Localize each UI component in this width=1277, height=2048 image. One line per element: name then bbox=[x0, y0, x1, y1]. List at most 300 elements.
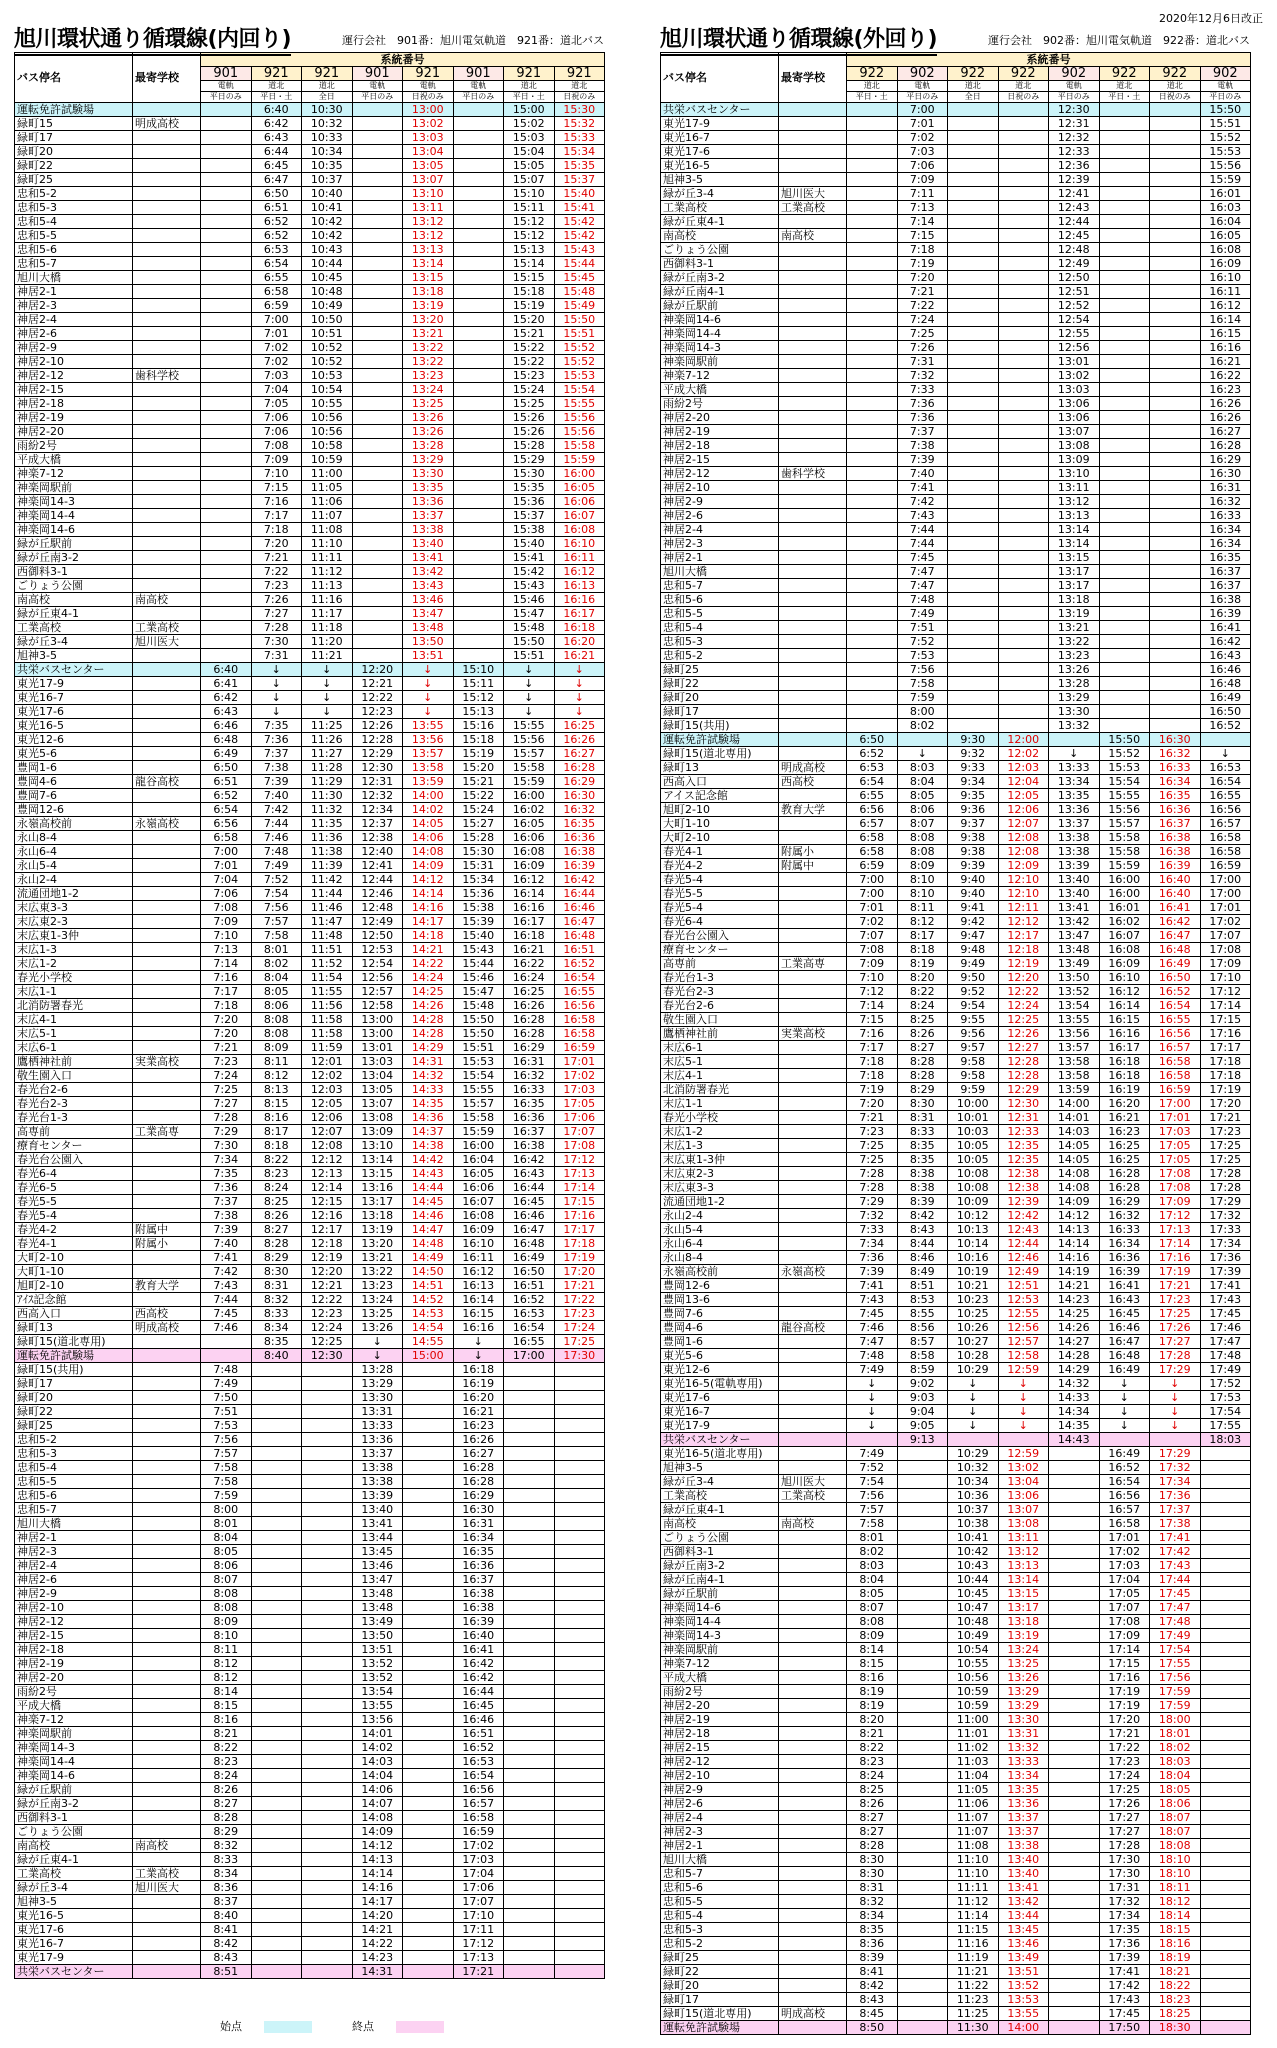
bus-stop-name: 神楽岡駅前 bbox=[15, 481, 133, 495]
departure-time bbox=[1150, 607, 1201, 621]
departure-time bbox=[504, 1839, 555, 1853]
departure-time: 17:01 bbox=[1200, 901, 1251, 915]
departure-time bbox=[1049, 1909, 1100, 1923]
departure-time: 15:22 bbox=[453, 789, 504, 803]
departure-time: 12:10 bbox=[998, 887, 1049, 901]
departure-time: 7:18 bbox=[847, 1055, 898, 1069]
departure-time bbox=[403, 1405, 454, 1419]
departure-time bbox=[1150, 467, 1201, 481]
departure-time: 7:25 bbox=[847, 1139, 898, 1153]
departure-time: 9:55 bbox=[948, 1013, 999, 1027]
timetable-row bbox=[15, 551, 605, 565]
departure-time bbox=[302, 1937, 353, 1951]
timetable-row bbox=[15, 1069, 605, 1083]
operator-label: 道北 bbox=[998, 81, 1049, 92]
departure-time: 10:45 bbox=[302, 271, 353, 285]
bus-stop-name: 南高校 bbox=[15, 1839, 133, 1853]
departure-time bbox=[453, 593, 504, 607]
bus-stop-name: 神居2-18 bbox=[15, 397, 133, 411]
departure-time: 7:01 bbox=[201, 859, 252, 873]
departure-time: 15:48 bbox=[453, 999, 504, 1013]
departure-time: 17:37 bbox=[1150, 1503, 1201, 1517]
departure-time: 13:09 bbox=[1049, 453, 1100, 467]
departure-time: 16:29 bbox=[453, 1489, 504, 1503]
departure-time: 7:42 bbox=[897, 495, 948, 509]
departure-time: 7:49 bbox=[847, 1363, 898, 1377]
departure-time: 16:46 bbox=[453, 1713, 504, 1727]
departure-time: 7:46 bbox=[251, 831, 302, 845]
departure-time: ↓ bbox=[1150, 1391, 1201, 1405]
bus-stop-name: 共栄バスセンター bbox=[15, 1965, 133, 1979]
departure-time: 13:36 bbox=[1049, 803, 1100, 817]
departure-time: 8:04 bbox=[201, 1531, 252, 1545]
departure-time: 16:54 bbox=[453, 1769, 504, 1783]
bus-stop-name: 旭神3-5 bbox=[661, 173, 779, 187]
timetable-row bbox=[661, 425, 1251, 439]
departure-time bbox=[554, 1965, 605, 1979]
departure-time: 12:03 bbox=[998, 761, 1049, 775]
departure-time bbox=[453, 425, 504, 439]
departure-time: 8:34 bbox=[847, 1909, 898, 1923]
departure-time: 12:19 bbox=[998, 957, 1049, 971]
departure-time: 9:05 bbox=[897, 1419, 948, 1433]
departure-time: 7:00 bbox=[847, 887, 898, 901]
nearest-school bbox=[779, 257, 847, 271]
departure-time: 14:49 bbox=[403, 1251, 454, 1265]
timetable-row bbox=[15, 1237, 605, 1251]
departure-time bbox=[998, 201, 1049, 215]
departure-time bbox=[554, 1839, 605, 1853]
departure-time bbox=[352, 439, 403, 453]
departure-time: 7:52 bbox=[897, 635, 948, 649]
timetable-row bbox=[661, 1503, 1251, 1517]
departure-time: ↓ bbox=[403, 677, 454, 691]
timetable-row bbox=[15, 425, 605, 439]
departure-time: ↓ bbox=[1150, 1419, 1201, 1433]
departure-time: 16:09 bbox=[1099, 957, 1150, 971]
departure-time: 13:57 bbox=[403, 747, 454, 761]
departure-time: 17:54 bbox=[1200, 1405, 1251, 1419]
departure-time bbox=[453, 117, 504, 131]
departure-time: 7:00 bbox=[251, 313, 302, 327]
departure-time: 8:23 bbox=[251, 1167, 302, 1181]
departure-time: 8:08 bbox=[201, 1601, 252, 1615]
departure-time bbox=[504, 1755, 555, 1769]
departure-time: 12:46 bbox=[352, 887, 403, 901]
departure-time bbox=[554, 1433, 605, 1447]
departure-time bbox=[251, 1643, 302, 1657]
departure-time bbox=[302, 1587, 353, 1601]
timetable-row bbox=[15, 1363, 605, 1377]
departure-time bbox=[897, 2007, 948, 2021]
departure-time: 8:13 bbox=[251, 1083, 302, 1097]
bus-stop-name: 永山8-4 bbox=[15, 831, 133, 845]
departure-time bbox=[302, 1531, 353, 1545]
departure-time: 17:13 bbox=[1150, 1223, 1201, 1237]
departure-time: 15:10 bbox=[453, 663, 504, 677]
timetable-row bbox=[661, 1699, 1251, 1713]
departure-time: 8:44 bbox=[897, 1237, 948, 1251]
departure-time: 17:43 bbox=[1200, 1293, 1251, 1307]
bus-stop-name: 忠和5-5 bbox=[661, 1895, 779, 1909]
departure-time: 6:54 bbox=[251, 257, 302, 271]
departure-time: 11:10 bbox=[948, 1853, 999, 1867]
departure-time bbox=[453, 453, 504, 467]
departure-time: 17:48 bbox=[1150, 1615, 1201, 1629]
nearest-school bbox=[133, 145, 201, 159]
departure-time bbox=[251, 1405, 302, 1419]
departure-time: 7:39 bbox=[897, 453, 948, 467]
nearest-school bbox=[133, 845, 201, 859]
departure-time bbox=[1099, 201, 1150, 215]
departure-time: 8:00 bbox=[201, 1503, 252, 1517]
departure-time bbox=[554, 1391, 605, 1405]
departure-time bbox=[251, 1531, 302, 1545]
departure-time: 8:32 bbox=[251, 1293, 302, 1307]
bus-stop-name: ごりょう公園 bbox=[15, 579, 133, 593]
departure-time bbox=[847, 341, 898, 355]
bus-stop-name: 東光16-7 bbox=[15, 691, 133, 705]
nearest-school bbox=[133, 1629, 201, 1643]
departure-time bbox=[1049, 1839, 1100, 1853]
departure-time: 17:11 bbox=[453, 1923, 504, 1937]
departure-time: 17:28 bbox=[1099, 1839, 1150, 1853]
departure-time bbox=[1150, 551, 1201, 565]
departure-time: 7:47 bbox=[847, 1335, 898, 1349]
departure-time: 6:45 bbox=[251, 159, 302, 173]
nearest-school bbox=[779, 691, 847, 705]
departure-time: 16:38 bbox=[504, 1139, 555, 1153]
departure-time bbox=[403, 1419, 454, 1433]
departure-time: 16:10 bbox=[554, 537, 605, 551]
departure-time: 7:15 bbox=[847, 1013, 898, 1027]
nearest-school: 歯科学校 bbox=[133, 369, 201, 383]
departure-time: 15:22 bbox=[504, 355, 555, 369]
departure-time: 8:28 bbox=[897, 1069, 948, 1083]
departure-time: 16:00 bbox=[1099, 873, 1150, 887]
departure-time bbox=[1099, 131, 1150, 145]
departure-time: 7:54 bbox=[847, 1475, 898, 1489]
departure-time: 12:21 bbox=[352, 677, 403, 691]
departure-time: 12:31 bbox=[998, 1111, 1049, 1125]
departure-time bbox=[998, 187, 1049, 201]
departure-time bbox=[897, 1545, 948, 1559]
departure-time: 10:59 bbox=[948, 1685, 999, 1699]
departure-time: 8:26 bbox=[847, 1797, 898, 1811]
departure-time: 17:26 bbox=[1099, 1797, 1150, 1811]
timetable-row bbox=[661, 1349, 1251, 1363]
departure-time bbox=[554, 1545, 605, 1559]
departure-time bbox=[554, 1629, 605, 1643]
departure-time: 14:33 bbox=[1049, 1391, 1100, 1405]
departure-time: 14:48 bbox=[403, 1237, 454, 1251]
departure-time: ↓ bbox=[1099, 1419, 1150, 1433]
departure-time bbox=[504, 1601, 555, 1615]
bus-stop-name: 東光5-6 bbox=[661, 1349, 779, 1363]
bus-stop-name: 緑町15(共用) bbox=[661, 719, 779, 733]
bus-stop-name: 東光17-9 bbox=[15, 1951, 133, 1965]
timetable-row bbox=[661, 985, 1251, 999]
departure-time: 8:16 bbox=[847, 1671, 898, 1685]
departure-time: 16:52 bbox=[554, 957, 605, 971]
departure-time: 15:51 bbox=[1200, 117, 1251, 131]
departure-time: 13:36 bbox=[403, 495, 454, 509]
departure-time: 13:48 bbox=[1049, 943, 1100, 957]
bus-stop-name: 末広東1-3仲 bbox=[661, 1153, 779, 1167]
timetable-row bbox=[661, 1895, 1251, 1909]
departure-time bbox=[1200, 1825, 1251, 1839]
nearest-school bbox=[779, 915, 847, 929]
nearest-school: 龍谷高校 bbox=[133, 775, 201, 789]
bus-stop-name: 緑町20 bbox=[15, 145, 133, 159]
departure-time: 6:42 bbox=[201, 691, 252, 705]
departure-time bbox=[403, 1923, 454, 1937]
departure-time: 16:53 bbox=[453, 1755, 504, 1769]
departure-time: 15:16 bbox=[453, 719, 504, 733]
departure-time bbox=[1049, 1713, 1100, 1727]
departure-time bbox=[1200, 1769, 1251, 1783]
departure-time: 15:02 bbox=[504, 117, 555, 131]
departure-time: 11:47 bbox=[302, 915, 353, 929]
departure-time: 7:53 bbox=[201, 1419, 252, 1433]
departure-time: 12:54 bbox=[352, 957, 403, 971]
departure-time bbox=[201, 537, 252, 551]
departure-time: 6:58 bbox=[847, 831, 898, 845]
departure-time: 6:56 bbox=[847, 803, 898, 817]
departure-time: 12:55 bbox=[998, 1307, 1049, 1321]
departure-time: 16:16 bbox=[1099, 1027, 1150, 1041]
departure-time: 16:05 bbox=[554, 481, 605, 495]
departure-time bbox=[847, 285, 898, 299]
departure-time: 16:17 bbox=[1099, 1041, 1150, 1055]
departure-time: 7:31 bbox=[251, 649, 302, 663]
departure-time: 16:33 bbox=[1200, 509, 1251, 523]
nearest-school bbox=[779, 1223, 847, 1237]
nearest-school bbox=[133, 1601, 201, 1615]
nearest-school bbox=[133, 229, 201, 243]
nearest-school bbox=[133, 201, 201, 215]
nearest-school bbox=[779, 355, 847, 369]
timetable-row bbox=[15, 719, 605, 733]
departure-time: 16:29 bbox=[554, 775, 605, 789]
departure-time bbox=[948, 369, 999, 383]
timetable-row bbox=[661, 453, 1251, 467]
departure-time: 7:08 bbox=[251, 439, 302, 453]
departure-time bbox=[453, 621, 504, 635]
departure-time: 13:28 bbox=[352, 1363, 403, 1377]
departure-time: 12:58 bbox=[352, 999, 403, 1013]
departure-time bbox=[897, 1853, 948, 1867]
nearest-school bbox=[133, 831, 201, 845]
departure-time bbox=[504, 1797, 555, 1811]
bus-stop-name: 忠和5-2 bbox=[15, 187, 133, 201]
departure-time: 12:44 bbox=[1049, 215, 1100, 229]
departure-time: ↓ bbox=[998, 1405, 1049, 1419]
departure-time bbox=[201, 285, 252, 299]
departure-time bbox=[948, 453, 999, 467]
departure-time bbox=[948, 173, 999, 187]
bus-stop-name: 神楽7-12 bbox=[15, 467, 133, 481]
departure-time bbox=[352, 299, 403, 313]
departure-time bbox=[1200, 1853, 1251, 1867]
departure-time bbox=[1150, 397, 1201, 411]
timetable-row bbox=[15, 495, 605, 509]
departure-time: 16:21 bbox=[504, 943, 555, 957]
departure-time bbox=[251, 1489, 302, 1503]
departure-time: 13:26 bbox=[1049, 663, 1100, 677]
bus-stop-name: 神居2-15 bbox=[15, 383, 133, 397]
departure-time: 9:57 bbox=[948, 1041, 999, 1055]
nearest-school bbox=[133, 1069, 201, 1083]
bus-stop-name: 緑町17 bbox=[15, 131, 133, 145]
departure-time: 8:01 bbox=[847, 1531, 898, 1545]
departure-time: 7:49 bbox=[201, 1377, 252, 1391]
departure-time: 13:32 bbox=[1049, 719, 1100, 733]
departure-time: 13:11 bbox=[1049, 481, 1100, 495]
departure-time: 7:16 bbox=[251, 495, 302, 509]
departure-time: 9:35 bbox=[948, 789, 999, 803]
departure-time bbox=[948, 257, 999, 271]
departure-time: 6:52 bbox=[251, 215, 302, 229]
departure-time: 13:05 bbox=[352, 1083, 403, 1097]
departure-time: 15:12 bbox=[504, 215, 555, 229]
timetable-row bbox=[15, 873, 605, 887]
departure-time bbox=[403, 1657, 454, 1671]
departure-time: 17:18 bbox=[1200, 1055, 1251, 1069]
departure-time: 7:26 bbox=[251, 593, 302, 607]
departure-time: 16:12 bbox=[453, 1265, 504, 1279]
bus-stop-name: 末広4-1 bbox=[15, 1013, 133, 1027]
departure-time: 16:31 bbox=[453, 1517, 504, 1531]
departure-time: 8:21 bbox=[201, 1727, 252, 1741]
departure-time: 12:56 bbox=[352, 971, 403, 985]
departure-time bbox=[251, 1433, 302, 1447]
bus-stop-name: 神楽岡14-6 bbox=[15, 1769, 133, 1783]
departure-time: 17:05 bbox=[1099, 1587, 1150, 1601]
departure-time: 8:07 bbox=[897, 817, 948, 831]
nearest-school bbox=[133, 677, 201, 691]
departure-time: 13:26 bbox=[998, 1671, 1049, 1685]
departure-time: 7:08 bbox=[201, 901, 252, 915]
operator-label: 電軌 bbox=[201, 81, 252, 92]
departure-time: 17:21 bbox=[1200, 1111, 1251, 1125]
departure-time: 17:42 bbox=[1099, 1979, 1150, 1993]
bus-stop-name: 東光17-9 bbox=[15, 677, 133, 691]
bus-stop-name: 神楽岡14-3 bbox=[661, 1629, 779, 1643]
departure-time bbox=[1099, 719, 1150, 733]
timetable-row bbox=[661, 1083, 1251, 1097]
departure-time: 13:10 bbox=[403, 187, 454, 201]
bus-stop-name: 流通団地1-2 bbox=[661, 1195, 779, 1209]
departure-time: 15:23 bbox=[504, 369, 555, 383]
departure-time: 7:13 bbox=[201, 943, 252, 957]
departure-time bbox=[1200, 1895, 1251, 1909]
operator-label: 道北 bbox=[1150, 81, 1201, 92]
departure-time: 7:20 bbox=[251, 537, 302, 551]
departure-time: 15:56 bbox=[504, 733, 555, 747]
bus-stop-name: 忠和5-6 bbox=[15, 243, 133, 257]
departure-time: 6:55 bbox=[251, 271, 302, 285]
departure-time bbox=[504, 1559, 555, 1573]
departure-time: 7:15 bbox=[897, 229, 948, 243]
departure-time: 12:26 bbox=[352, 719, 403, 733]
departure-time bbox=[998, 411, 1049, 425]
nearest-school bbox=[779, 1391, 847, 1405]
departure-time bbox=[403, 1909, 454, 1923]
departure-time: 14:31 bbox=[403, 1055, 454, 1069]
departure-time: ↓ bbox=[453, 1349, 504, 1363]
departure-time: 7:28 bbox=[201, 1111, 252, 1125]
departure-time: 10:34 bbox=[302, 145, 353, 159]
timetable-row bbox=[15, 187, 605, 201]
timetable-row bbox=[661, 761, 1251, 775]
timetable-row bbox=[15, 579, 605, 593]
nearest-school bbox=[779, 271, 847, 285]
nearest-school bbox=[779, 1741, 847, 1755]
departure-time: 7:14 bbox=[847, 999, 898, 1013]
departure-time bbox=[1200, 2021, 1251, 2035]
departure-time: 16:52 bbox=[504, 1293, 555, 1307]
departure-time: 16:32 bbox=[1150, 747, 1201, 761]
departure-time: 14:25 bbox=[403, 985, 454, 999]
nearest-school bbox=[133, 215, 201, 229]
departure-time bbox=[251, 1447, 302, 1461]
departure-time: 12:24 bbox=[998, 999, 1049, 1013]
bus-stop-name: 西御料3-1 bbox=[661, 1545, 779, 1559]
departure-time: 16:33 bbox=[1099, 1223, 1150, 1237]
departure-time bbox=[352, 341, 403, 355]
departure-time: 15:34 bbox=[554, 145, 605, 159]
departure-time: 16:26 bbox=[1200, 397, 1251, 411]
departure-time: 13:35 bbox=[403, 481, 454, 495]
nearest-school: 工業高校 bbox=[133, 621, 201, 635]
timetable-row bbox=[661, 1335, 1251, 1349]
departure-time: 13:31 bbox=[352, 1405, 403, 1419]
departure-time bbox=[201, 607, 252, 621]
departure-time bbox=[554, 1797, 605, 1811]
timetable-row bbox=[661, 1153, 1251, 1167]
nearest-school bbox=[779, 817, 847, 831]
nearest-school: 附属小 bbox=[133, 1237, 201, 1251]
departure-time: 12:06 bbox=[302, 1111, 353, 1125]
departure-time: 10:23 bbox=[948, 1293, 999, 1307]
departure-time: 16:37 bbox=[1200, 579, 1251, 593]
departure-time: 13:37 bbox=[998, 1825, 1049, 1839]
departure-time: 7:21 bbox=[251, 551, 302, 565]
nearest-school bbox=[133, 1475, 201, 1489]
nearest-school: 旭川医大 bbox=[779, 187, 847, 201]
departure-time bbox=[504, 1671, 555, 1685]
nearest-school bbox=[133, 299, 201, 313]
departure-time bbox=[1049, 1447, 1100, 1461]
departure-time: 16:56 bbox=[1150, 1027, 1201, 1041]
nearest-school bbox=[133, 1251, 201, 1265]
departure-time: 9:37 bbox=[948, 817, 999, 831]
bus-stop-name: 緑が丘南3-2 bbox=[15, 1797, 133, 1811]
nearest-school bbox=[133, 803, 201, 817]
departure-time: 10:53 bbox=[302, 369, 353, 383]
bus-stop-name: 大町1-10 bbox=[15, 1265, 133, 1279]
departure-time bbox=[1049, 1615, 1100, 1629]
departure-time: 16:11 bbox=[554, 551, 605, 565]
departure-time: 7:44 bbox=[897, 523, 948, 537]
timetable-row bbox=[661, 649, 1251, 663]
departure-time: 14:05 bbox=[403, 817, 454, 831]
departure-time: 7:43 bbox=[847, 1293, 898, 1307]
departure-time bbox=[847, 719, 898, 733]
bus-stop-name: 緑が丘南3-2 bbox=[661, 271, 779, 285]
nearest-school bbox=[133, 747, 201, 761]
